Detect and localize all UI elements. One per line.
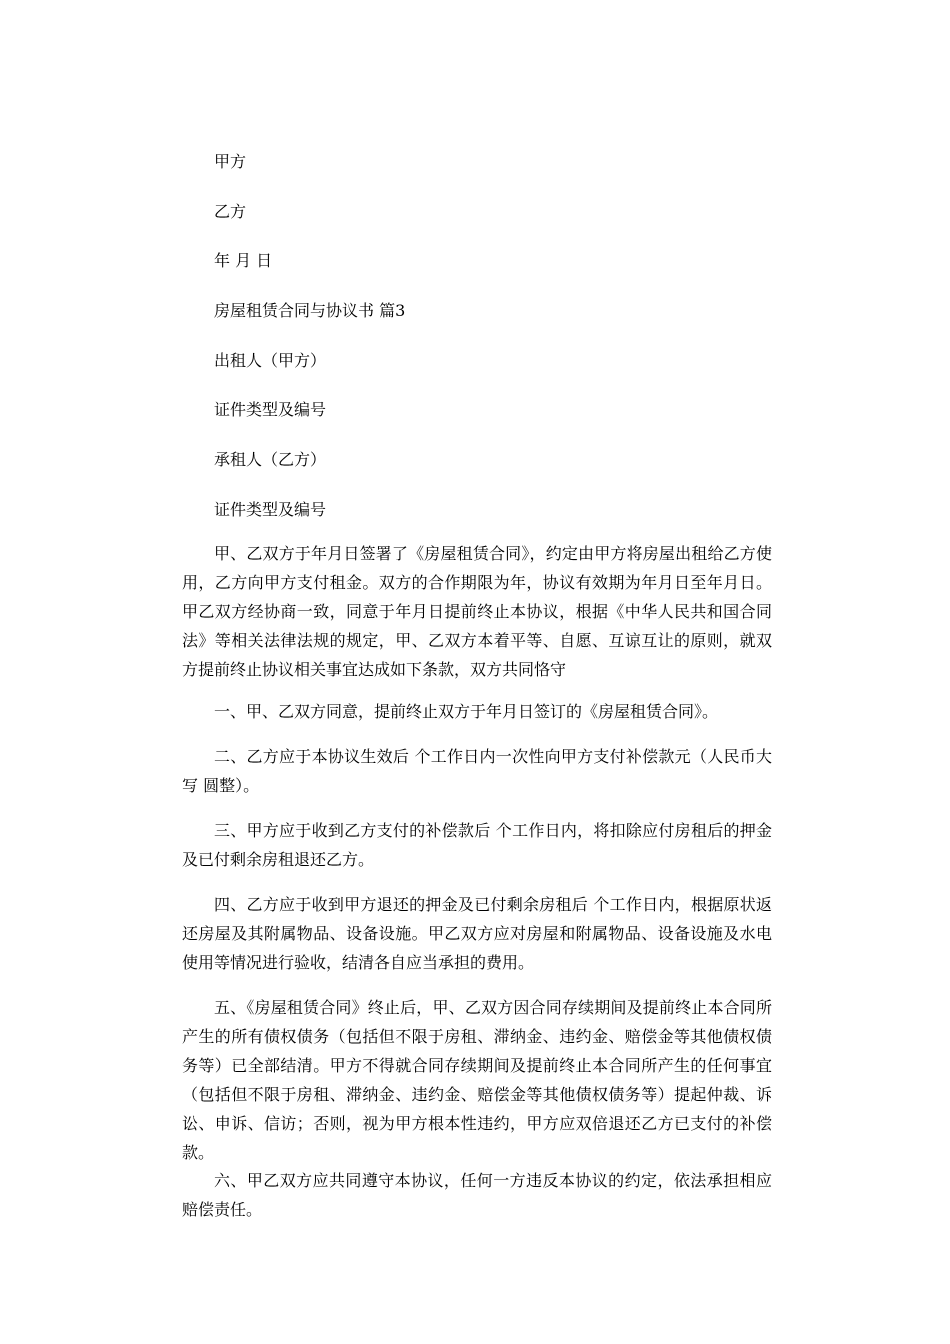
party-a-label: 甲方 <box>214 152 247 171</box>
lessee-id-label: 证件类型及编号 <box>214 500 327 519</box>
date-line: 年 月 日 <box>214 251 273 270</box>
party-b-label: 乙方 <box>214 202 247 221</box>
lessor-id-label: 证件类型及编号 <box>214 400 327 419</box>
clause-1: 一、甲、乙双方同意，提前终止双方于年月日签订的《房屋租赁合同》。 <box>214 702 719 721</box>
preamble-paragraph: 甲、乙双方于年月日签署了《房屋租赁合同》，约定由甲方将房屋出租给乙方使用，乙方向甲方支付租金。双方的合作期限为年，协议有效期为年月日至年月日。甲乙双方经协商一致，同意于年月日提前终止本协议，根据《中华人民共和国合同法》等相关法律法规的规定，甲、乙双方本着平等、自愿、互谅互让的原则，就双方提前终止协议相关事宜达成如下条款，双方共同恪守 <box>182 544 772 679</box>
clause-3: 三、甲方应于收到乙方支付的补偿款后 个工作日内，将扣除应付房租后的押金及已付剩余房租退还乙方。 <box>182 821 772 869</box>
section-title: 房屋租赁合同与协议书 篇3 <box>214 301 406 320</box>
clause-6: 六、甲乙双方应共同遵守本协议，任何一方违反本协议的约定，依法承担相应赔偿责任。 <box>182 1171 772 1219</box>
clause-5: 五、《房屋租赁合同》终止后，甲、乙双方因合同存续期间及提前终止本合同所产生的所有债权债务（包括但不限于房租、滞纳金、违约金、赔偿金等其他债权债务等）已全部结清。甲方不得就合同存续期间及提前终止本合同所产生的任何事宜（包括但不限于房租、滞纳金、违约金、赔偿金等其他债权债务等）提起仲裁、诉讼、申诉、信访；否则，视为甲方根本性违约，甲方应双倍退还乙方已支付的补偿款。 <box>182 998 772 1162</box>
lessor-label: 出租人（甲方） <box>214 351 327 370</box>
clause-2: 二、乙方应于本协议生效后 个工作日内一次性向甲方支付补偿款元（人民币大写 圆整）。 <box>182 747 772 795</box>
clause-4: 四、乙方应于收到甲方退还的押金及已付剩余房租后 个工作日内，根据原状返还房屋及其附属物品、设备设施。甲乙双方应对房屋和附属物品、设备设施及水电使用等情况进行验收，结清各自应当承担的费用。 <box>182 895 772 972</box>
lessee-label: 承租人（乙方） <box>214 450 327 469</box>
